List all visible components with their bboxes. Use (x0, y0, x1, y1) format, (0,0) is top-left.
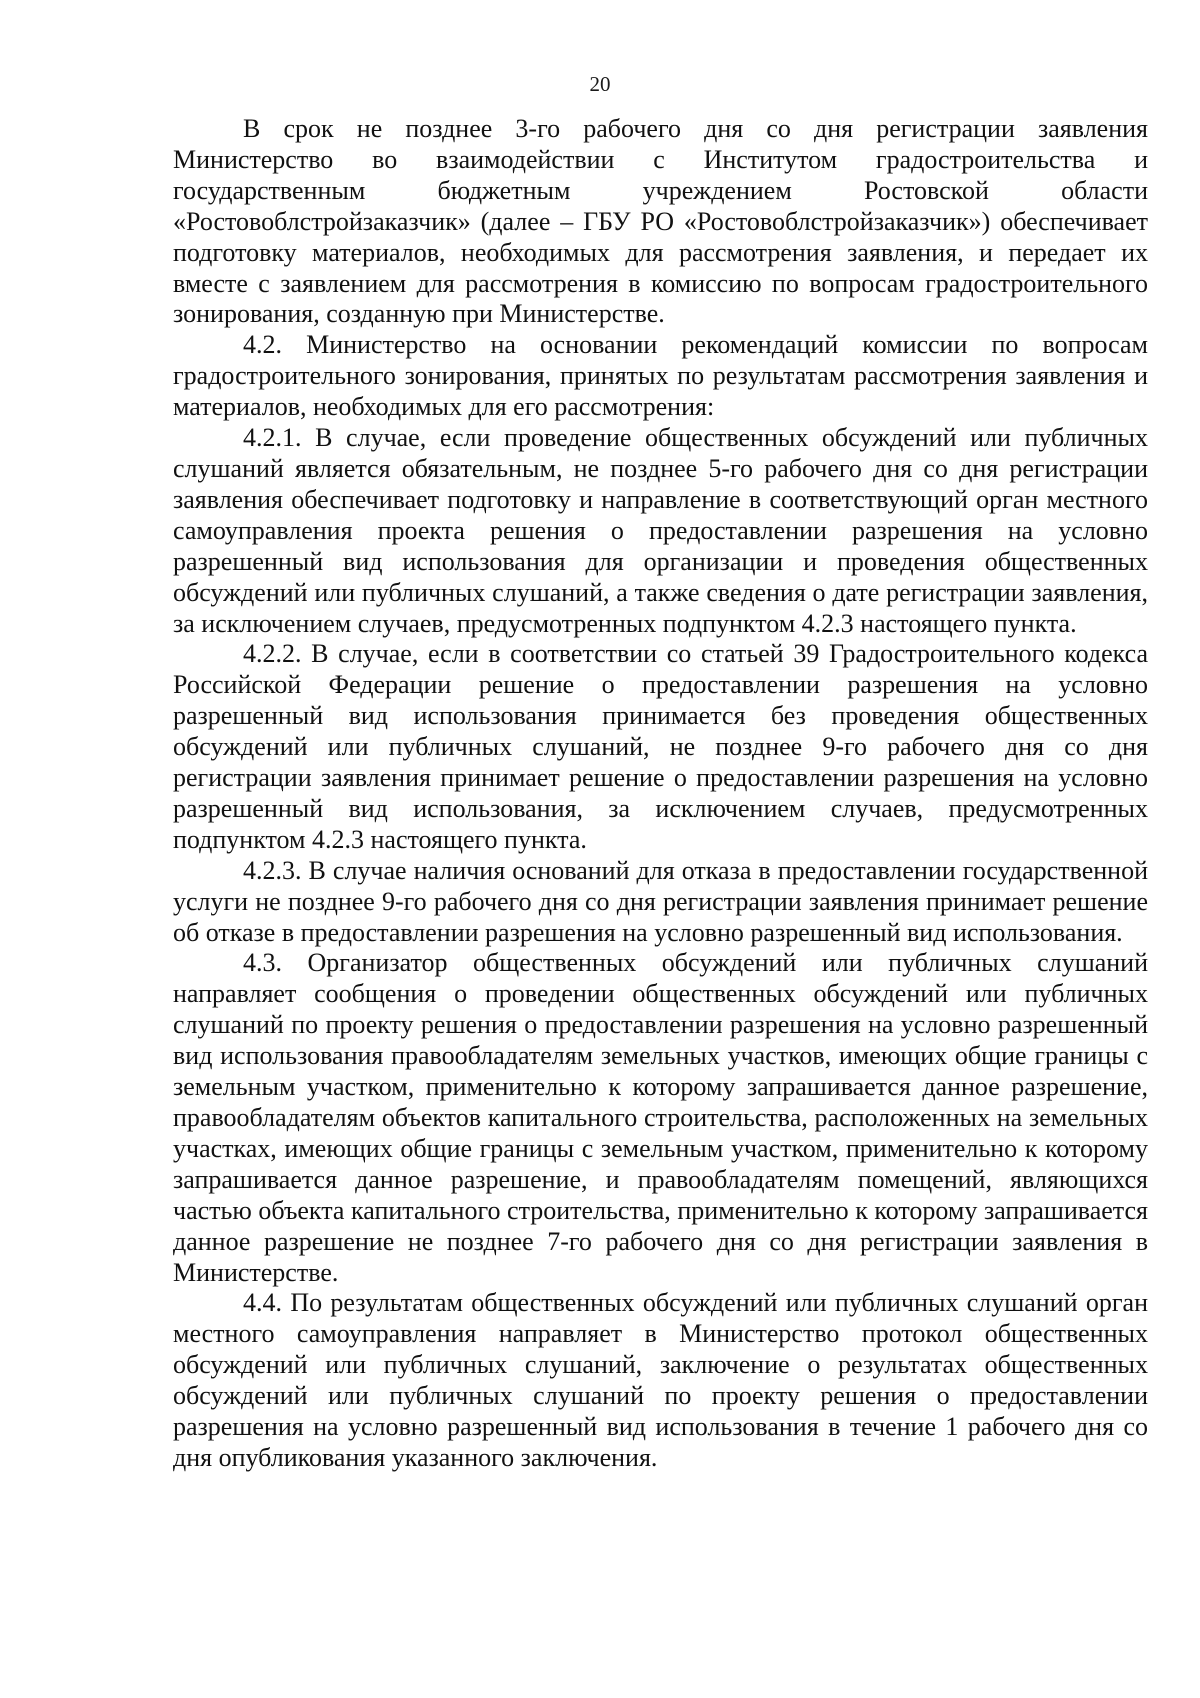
paragraph-intro: В срок не позднее 3-го рабочего дня со дня регистрации заявления Министерство во взаимодействии с Институтом градостроительства и государственным бюджетным учреждением Ростовской области «Ростовоблстройзаказчик» (далее – ГБУ РО «Ростовоблстройзаказчик») обеспечивает подготовку материалов, необходимых для рассмотрения заявления, и передает их вместе с заявлением для рассмотрения в комиссию по вопросам градостроительного зонирования, созданную при Министерстве. (173, 114, 1148, 329)
paragraph-4-2-2: 4.2.2. В случае, если в соответствии со статьей 39 Градостроительного кодекса Российской Федерации решение о предоставлении разрешения на условно разрешенный вид использования принимается без проведения общественных обсуждений или публичных слушаний, не позднее 9-го рабочего дня со дня регистрации заявления принимает решение о предоставлении разрешения на условно разрешенный вид использования, за исключением случаев, предусмотренных подпунктом 4.2.3 настоящего пункта. (173, 639, 1148, 854)
paragraph-4-2: 4.2. Министерство на основании рекомендаций комиссии по вопросам градостроительного зонирования, принятых по результатам рассмотрения заявления и материалов, необходимых для его рассмотрения: (173, 330, 1148, 422)
document-body (173, 114, 1148, 1474)
paragraph-4-2-3: 4.2.3. В случае наличия оснований для отказа в предоставлении государственной услуги не позднее 9-го рабочего дня со дня регистрации заявления принимает решение об отказе в предоставлении разрешения на условно разрешенный вид использования. (173, 855, 1148, 947)
paragraph-4-4: 4.4. По результатам общественных обсуждений или публичных слушаний орган местного самоуправления направляет в Министерство протокол общественных обсуждений или публичных слушаний, заключение о результатах общественных обсуждений или публичных слушаний по проекту решения о предоставлении разрешения на условно разрешенный вид использования в течение 1 рабочего дня со дня опубликования указанного заключения. (173, 1288, 1148, 1472)
paragraph-4-3: 4.3. Организатор общественных обсуждений или публичных слушаний направляет сообщения о проведении общественных обсуждений или публичных слушаний по проекту решения о предоставлении разрешения на условно разрешенный вид использования правообладателям земельных участков, имеющих общие границы с земельным участком, применительно к которому запрашивается данное разрешение, правообладателям объектов капитального строительства, расположенных на земельных участках, имеющих общие границы с земельным участком, применительно к которому запрашивается данное разрешение, и правообладателям помещений, являющихся частью объекта капитального строительства, применительно к которому запрашивается данное разрешение не позднее 7-го рабочего дня со дня регистрации заявления в Министерстве. (173, 948, 1148, 1287)
page-number: 20 (589, 72, 611, 96)
paragraph-4-2-1: 4.2.1. В случае, если проведение общественных обсуждений или публичных слушаний является обязательным, не позднее 5-го рабочего дня со дня регистрации заявления обеспечивает подготовку и направление в соответствующий орган местного самоуправления проекта решения о предоставлении разрешения на условно разрешенный вид использования для организации и проведения общественных обсуждений или публичных слушаний, а также сведения о дате регистрации заявления, за исключением случаев, предусмотренных подпунктом 4.2.3 настоящего пункта. (173, 423, 1148, 638)
